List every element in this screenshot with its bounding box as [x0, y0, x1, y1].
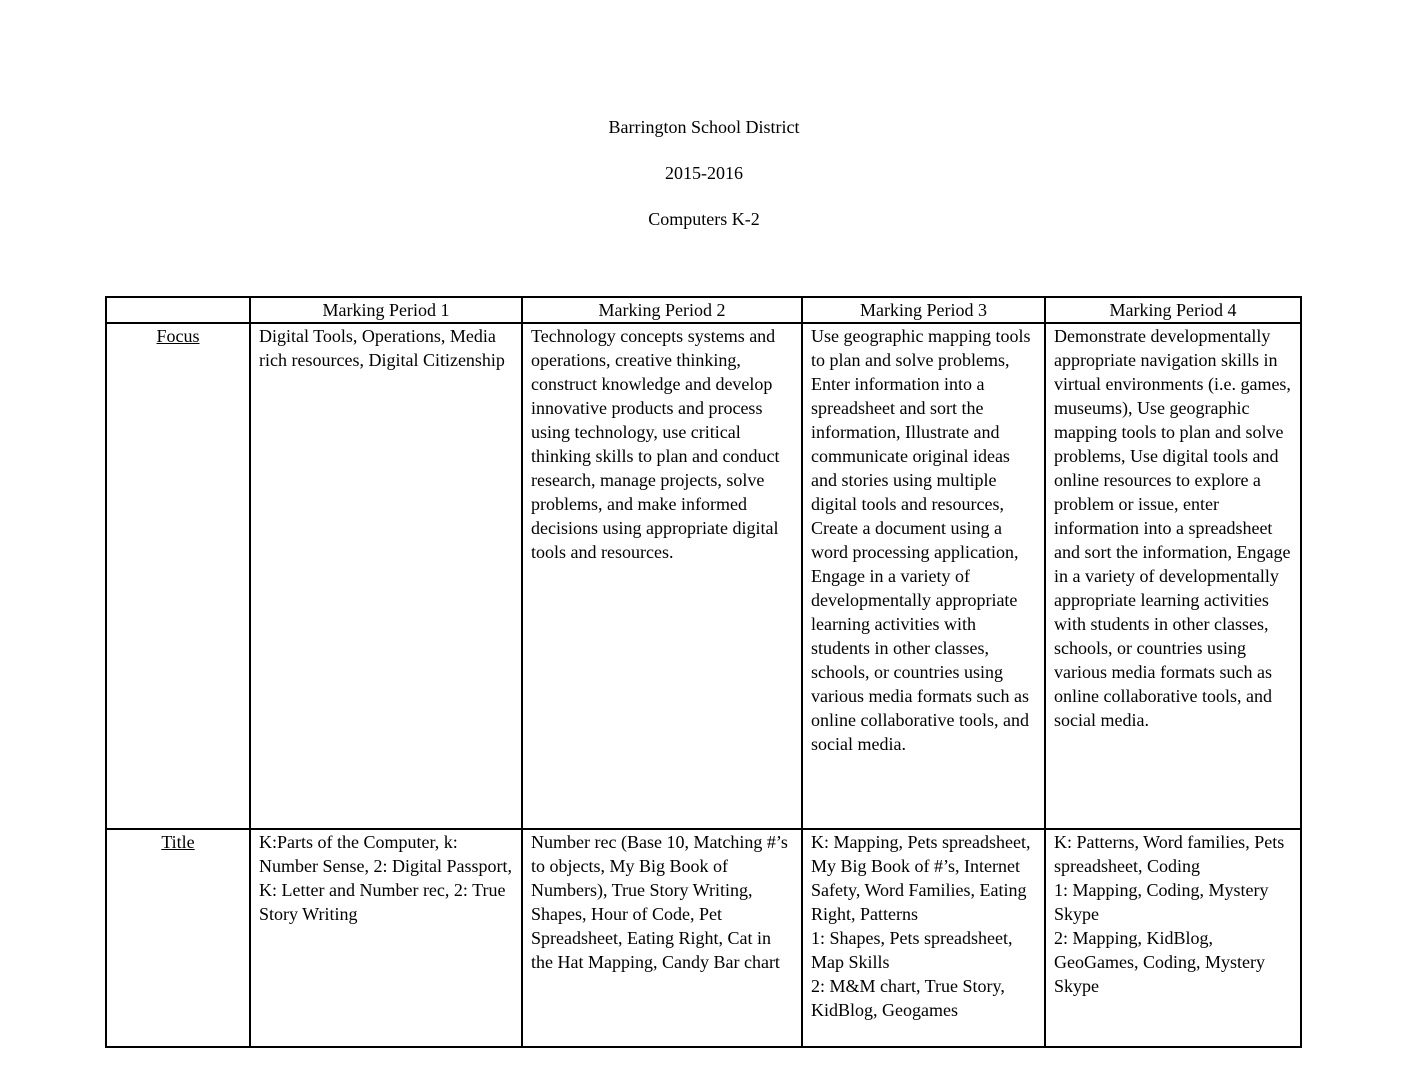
row-label-focus: Focus: [106, 323, 250, 829]
title-cell-mp4: K: Patterns, Word families, Pets spreadsheet, Coding 1: Mapping, Coding, Mystery Skype 2: Mapping, KidBlog, GeoGames, Coding, Mystery Skype: [1045, 829, 1301, 1047]
title-cell-mp2: Number rec (Base 10, Matching #’s to objects, My Big Book of Numbers), True Story Writing, Shapes, Hour of Code, Pet Spreadsheet, Eating Right, Cat in the Hat Mapping, Candy Bar chart: [522, 829, 802, 1047]
focus-cell-mp4: Demonstrate developmentally appropriate navigation skills in virtual environments (i.e. games, museums), Use geographic mapping tools to plan and solve problems, Use digital tools and online resources to explore a problem or issue, enter information into a spreadsheet and sort the information, Engage in a variety of developmentally appropriate learning activities with students in other classes, schools, or countries using various media formats such as online collaborative tools, and social media.: [1045, 323, 1301, 829]
title-cell-mp1: K:Parts of the Computer, k: Number Sense, 2: Digital Passport, K: Letter and Number rec, 2: True Story Writing: [250, 829, 522, 1047]
header-cell-marking-period-2: Marking Period 2: [522, 297, 802, 323]
row-label-title: Title: [106, 829, 250, 1047]
focus-cell-mp2: Technology concepts systems and operations, creative thinking, construct knowledge and develop innovative products and process using technology, use critical thinking skills to plan and conduct research, manage projects, solve problems, and make informed decisions using appropriate digital tools and resources.: [522, 323, 802, 829]
course-title: Computers K-2: [648, 209, 760, 229]
focus-cell-mp1: Digital Tools, Operations, Media rich resources, Digital Citizenship: [250, 323, 522, 829]
table-row-focus: [106, 323, 1301, 829]
title-cell-mp3: K: Mapping, Pets spreadsheet, My Big Book of #’s, Internet Safety, Word Families, Eating Right, Patterns 1: Shapes, Pets spreadsheet, Map Skills 2: M&M chart, True Story, KidBlog, Geogames: [802, 829, 1045, 1047]
header-cell-empty: [106, 297, 250, 323]
focus-cell-mp3: Use geographic mapping tools to plan and solve problems, Enter information into a spreadsheet and sort the information, Illustrate and communicate original ideas and stories using multiple digital tools and resources, Create a document using a word processing application, Engage in a variety of developmentally appropriate learning activities with students in other classes, schools, or countries using various media formats such as online collaborative tools, and social media.: [802, 323, 1045, 829]
header-cell-marking-period-4: Marking Period 4: [1045, 297, 1301, 323]
header-cell-marking-period-1: Marking Period 1: [250, 297, 522, 323]
header-cell-marking-period-3: Marking Period 3: [802, 297, 1045, 323]
school-year: 2015-2016: [665, 163, 743, 183]
table-header-row: [106, 297, 1301, 323]
curriculum-table: [105, 296, 1302, 1048]
table-row-title: [106, 829, 1301, 1047]
district-name: Barrington School District: [608, 117, 800, 137]
